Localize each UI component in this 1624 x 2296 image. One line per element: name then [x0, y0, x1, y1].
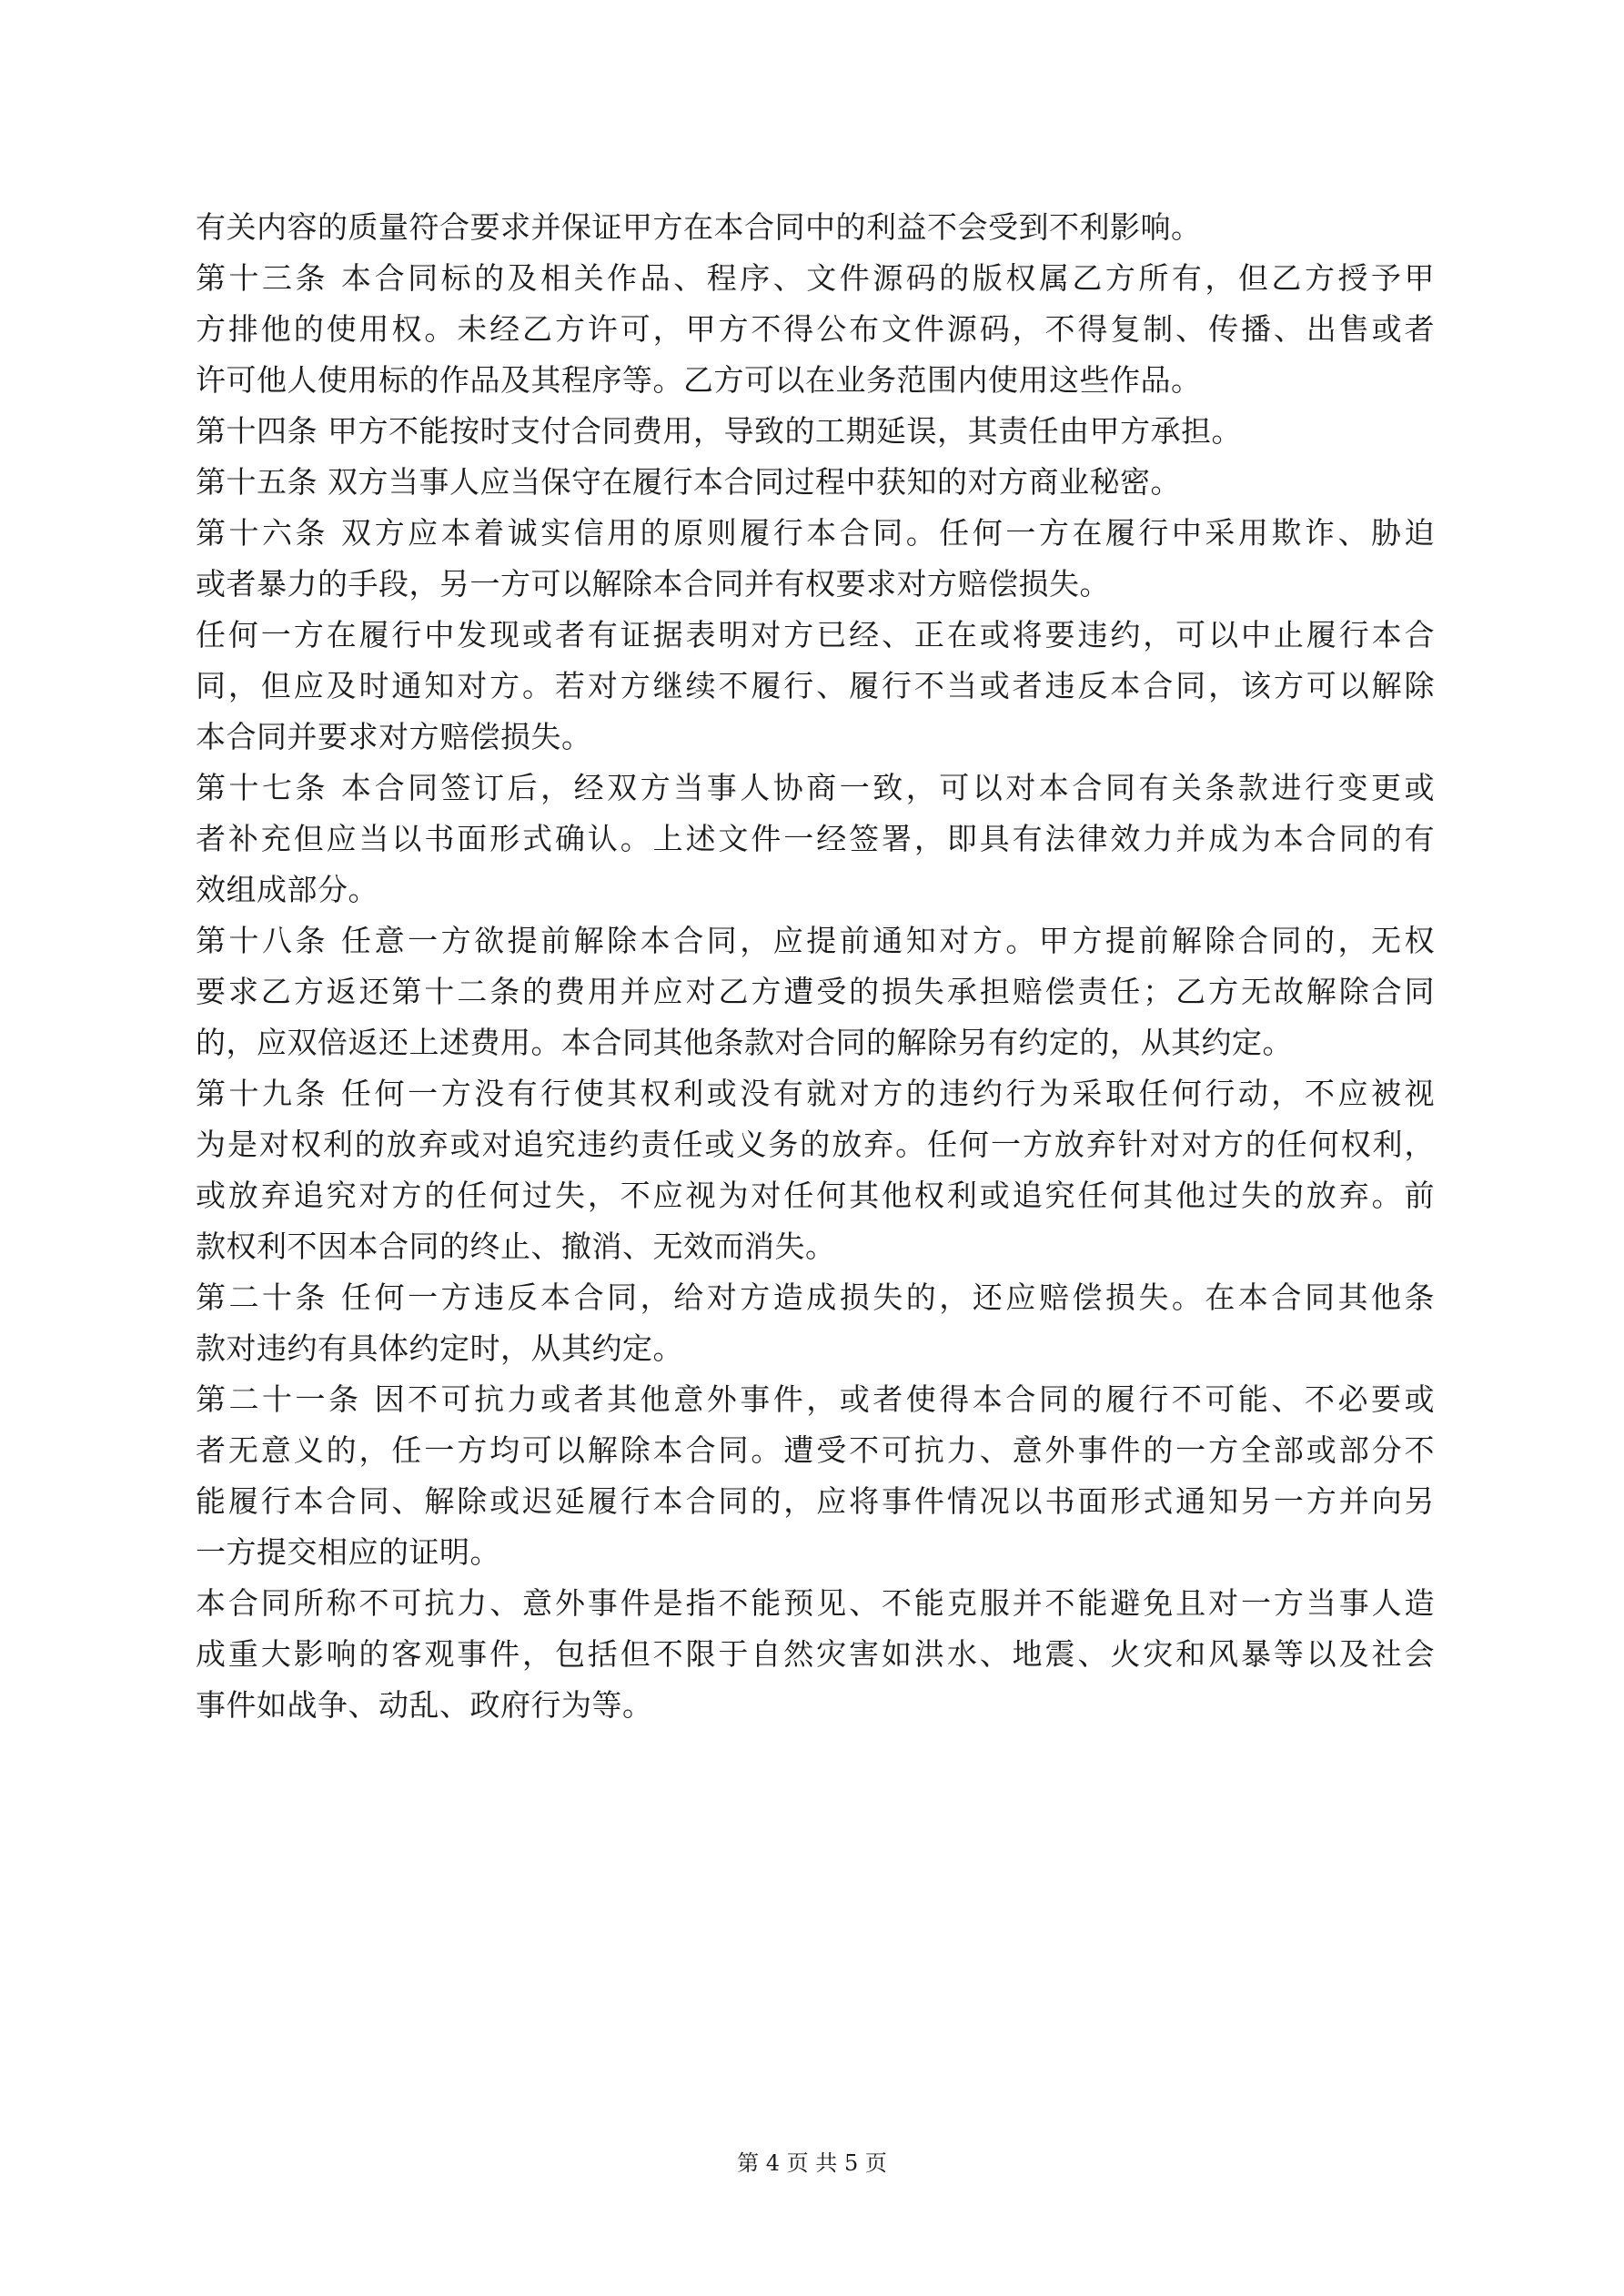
- text-line: 要求乙方返还第十二条的费用并应对乙方遭受的损失承担赔偿责任；乙方无故解除合同: [196, 974, 1435, 1009]
- text-line: 或者暴力的手段，另一方可以解除本合同并有权要求对方赔偿损失。: [196, 566, 1110, 602]
- text-line: 第十八条 任意一方欲提前解除本合同，应提前通知对方。甲方提前解除合同的，无权: [196, 923, 1435, 958]
- text-line: 款权利不因本合同的终止、撤消、无效而消失。: [196, 1229, 836, 1264]
- text-line: 任何一方在履行中发现或者有证据表明对方已经、正在或将要违约，可以中止履行本合: [196, 617, 1435, 652]
- page-number-footer: 第 4 页 共 5 页: [737, 2150, 887, 2176]
- text-line: 一方提交相应的证明。: [196, 1534, 500, 1570]
- text-line: 为是对权利的放弃或对追究违约责任或义务的放弃。任何一方放弃针对对方的任何权利，: [196, 1127, 1435, 1162]
- text-line: 本合同所称不可抗力、意外事件是指不能预见、不能克服并不能避免且对一方当事人造: [196, 1585, 1435, 1621]
- text-line: 第十三条 本合同标的及相关作品、程序、文件源码的版权属乙方所有，但乙方授予甲: [196, 260, 1435, 296]
- text-line: 同，但应及时通知对方。若对方继续不履行、履行不当或者违反本合同，该方可以解除: [196, 668, 1435, 703]
- text-line: 第二十条 任何一方违反本合同，给对方造成损失的，还应赔偿损失。在本合同其他条: [196, 1279, 1435, 1315]
- text-line: 第十四条 甲方不能按时支付合同费用，导致的工期延误，其责任由甲方承担。: [196, 413, 1242, 449]
- text-line: 能履行本合同、解除或迟延履行本合同的，应将事件情况以书面形式通知另一方并向另: [196, 1483, 1435, 1519]
- text-line: 许可他人使用标的作品及其程序等。乙方可以在业务范围内使用这些作品。: [196, 362, 1202, 398]
- text-line: 效组成部分。: [196, 872, 378, 907]
- text-line: 方排他的使用权。未经乙方许可，甲方不得公布文件源码，不得复制、传播、出售或者: [196, 311, 1435, 347]
- text-line: 成重大影响的客观事件，包括但不限于自然灾害如洪水、地震、火灾和风暴等以及社会: [196, 1636, 1435, 1672]
- text-line: 事件如战争、动乱、政府行为等。: [196, 1687, 653, 1723]
- text-line: 第二十一条 因不可抗力或者其他意外事件，或者使得本合同的履行不可能、不必要或: [196, 1381, 1435, 1417]
- text-line: 款对违约有具体约定时，从其约定。: [196, 1330, 683, 1366]
- text-line: 第十五条 双方当事人应当保守在履行本合同过程中获知的对方商业秘密。: [196, 464, 1181, 500]
- text-line: 有关内容的质量符合要求并保证甲方在本合同中的利益不会受到不利影响。: [196, 209, 1202, 245]
- text-line: 第十六条 双方应本着诚实信用的原则履行本合同。任何一方在履行中采用欺诈、胁迫: [196, 515, 1435, 551]
- text-line: 第十七条 本合同签订后，经双方当事人协商一致，可以对本合同有关条款进行变更或: [196, 770, 1435, 805]
- text-line: 第十九条 任何一方没有行使其权利或没有就对方的违约行为采取任何行动，不应被视: [196, 1076, 1435, 1111]
- text-line: 本合同并要求对方赔偿损失。: [196, 719, 592, 754]
- text-line: 或放弃追究对方的任何过失，不应视为对任何其他权利或追究任何其他过失的放弃。前: [196, 1178, 1435, 1213]
- text-line: 者补充但应当以书面形式确认。上述文件一经签署，即具有法律效力并成为本合同的有: [196, 821, 1435, 856]
- contract-body: [196, 202, 1435, 1731]
- text-line: 者无意义的，任一方均可以解除本合同。遭受不可抗力、意外事件的一方全部或部分不: [196, 1432, 1435, 1468]
- text-line: 的，应双倍返还上述费用。本合同其他条款对合同的解除另有约定的，从其约定。: [196, 1025, 1293, 1060]
